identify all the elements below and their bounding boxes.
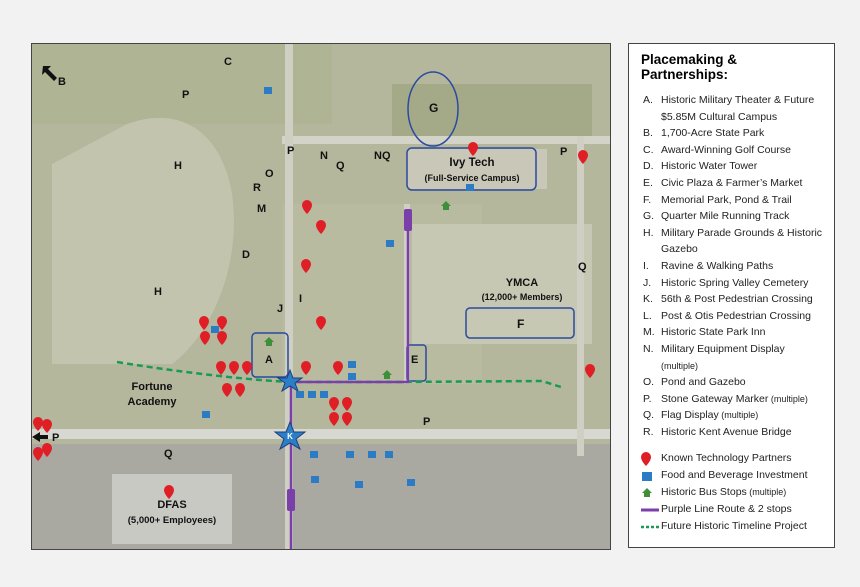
legend-item-letter: O.: [643, 376, 655, 389]
legend-title: Placemaking & Partnerships:: [641, 52, 738, 82]
legend-item: [641, 208, 824, 225]
legend-item-text: [661, 324, 765, 341]
food-building-icon: [641, 470, 661, 482]
map-label-p: P: [182, 89, 190, 101]
map-label-q: Q: [578, 261, 587, 273]
food-building-icon: [385, 451, 393, 458]
legend-item-label: Stone Gateway Marker: [661, 392, 769, 405]
aerial-map[interactable]: [31, 43, 611, 550]
food-building-icon: [310, 451, 318, 458]
legend-item-text: [661, 308, 811, 325]
legend-item-note: (multiple): [661, 360, 699, 371]
legend-item: [641, 424, 824, 441]
purple-line-icon: [641, 506, 661, 514]
legend-list: [641, 92, 824, 440]
food-building-icon: [368, 451, 376, 458]
ymca-sublabel: (12,000+ Members): [481, 292, 563, 302]
legend-item-letter: D.: [643, 160, 654, 173]
map-label-p: P: [287, 145, 295, 157]
legend-item-label: Award-Winning Golf Course: [661, 143, 791, 156]
legend-key-note: (multiple): [746, 487, 787, 498]
legend-item-label: Historic Spring Valley Cemetery: [661, 276, 809, 289]
map-label-m: M: [257, 203, 267, 215]
legend-item: [641, 92, 824, 125]
food-building-icon: [308, 391, 316, 398]
legend-item-letter: C.: [643, 143, 654, 156]
purple-line-stop[interactable]: [404, 209, 412, 231]
dashed-line-icon: [641, 523, 661, 531]
legend-key-label: Known Technology Partners: [661, 452, 792, 465]
legend-item-letter: M.: [643, 326, 655, 339]
food-building-icon: [346, 451, 354, 458]
legend-item: [641, 142, 824, 159]
map-label-c: C: [224, 56, 232, 68]
food-building-icon: [296, 391, 304, 398]
legend-key-row: [641, 450, 824, 467]
legend-item: [641, 225, 824, 258]
legend-key-row: [641, 484, 824, 501]
legend-item-text: [661, 291, 813, 308]
map-label-f: F: [517, 317, 525, 331]
food-building-icon: [202, 411, 210, 418]
legend-item-letter: B.: [643, 127, 653, 140]
dfas-label: DFAS: [157, 499, 187, 511]
ivy-tech-building: [407, 149, 547, 189]
legend-item-label: Historic State Park Inn: [661, 326, 766, 339]
food-building-icon: [466, 184, 474, 191]
fortune-academy-label-1: Fortune: [131, 381, 173, 393]
road-east: [577, 136, 584, 456]
legend-item-text: [661, 275, 808, 292]
legend-key-row: [641, 467, 824, 484]
legend-item-letter: H.: [643, 226, 654, 239]
legend-item-label: 1,700-Acre State Park: [661, 127, 765, 140]
legend-item-label: Historic Military Theater & Future $5.85M Cultural Campus: [661, 94, 815, 123]
road-56th: [32, 429, 610, 439]
legend-item: [641, 192, 824, 209]
legend-item-label: Post & Otis Pedestrian Crossing: [661, 309, 811, 322]
legend-item-label: Memorial Park, Pond & Trail: [661, 193, 792, 206]
legend-item-label: Military Equipment Display: [661, 342, 785, 355]
ivy-tech-sublabel: (Full-Service Campus): [424, 173, 520, 183]
legend-item-label: Flag Display: [661, 409, 719, 422]
food-building-icon: [386, 240, 394, 247]
legend-item-letter: E.: [643, 176, 653, 189]
map-label-j: J: [277, 303, 284, 315]
purple-line-stop[interactable]: [287, 489, 295, 511]
legend-item-letter: G.: [643, 210, 655, 223]
legend-key-text: [661, 450, 792, 467]
legend-item-letter: R.: [643, 425, 654, 438]
legend-item-text: [661, 125, 764, 142]
food-building-icon: [355, 481, 363, 488]
legend-item-note: (multiple): [718, 410, 759, 421]
pin-icon: [641, 452, 661, 466]
legend-item-text: [661, 407, 758, 424]
star-letter: K: [287, 432, 293, 441]
legend-item-text: [661, 424, 792, 441]
map-label-p: P: [560, 146, 568, 158]
legend-item: [641, 391, 824, 408]
legend-item-label: Quarter Mile Running Track: [661, 210, 790, 223]
food-building-icon: [348, 361, 356, 368]
legend-item-label: Pond and Gazebo: [661, 376, 746, 389]
legend-key-text: [661, 484, 786, 501]
legend-item-text: [661, 208, 789, 225]
legend-item-label: Historic Kent Avenue Bridge: [661, 425, 792, 438]
bus-stop-house-icon: [641, 487, 661, 499]
map-label-n: N: [320, 150, 328, 162]
map-label-i: I: [299, 293, 303, 305]
map-label-p: P: [423, 416, 431, 428]
food-building-icon: [264, 87, 272, 94]
legend-item: [641, 258, 824, 275]
map-label-h: H: [174, 160, 182, 172]
map-label-g: G: [429, 101, 439, 115]
legend-key-label: Historic Bus Stops: [661, 486, 747, 499]
legend-item-letter: N.: [643, 342, 654, 355]
legend-item: [641, 374, 824, 391]
legend-item-label: 56th & Post Pedestrian Crossing: [661, 293, 813, 306]
map-label-h: H: [154, 286, 162, 298]
legend-item-letter: I.: [643, 259, 649, 272]
legend-item-label: Civic Plaza & Farmer’s Market: [661, 176, 803, 189]
legend-key-label: Food and Beverage Investment: [661, 469, 808, 482]
legend-item-letter: L.: [643, 309, 652, 322]
map-label-e: E: [411, 354, 419, 366]
food-building-icon: [311, 476, 319, 483]
legend-item-label: Ravine & Walking Paths: [661, 259, 774, 272]
legend-key-text: [661, 467, 808, 484]
map-label-q: Q: [336, 160, 345, 172]
legend-item: [641, 308, 824, 325]
dfas-sublabel: (5,000+ Employees): [127, 515, 217, 526]
legend-item-label: Historic Water Tower: [661, 160, 758, 173]
legend-item-text: [661, 391, 808, 408]
legend-item-letter: F.: [643, 193, 652, 206]
food-building-icon: [407, 479, 415, 486]
map-label-q: Q: [164, 448, 173, 460]
legend-item-label: Military Parade Grounds & Historic Gazebo: [661, 226, 823, 256]
legend-item: [641, 175, 824, 192]
legend-item-letter: A.: [643, 94, 653, 106]
ivy-tech-label: Ivy Tech: [449, 157, 495, 169]
legend-panel: [628, 43, 835, 548]
fortune-academy-label-2: Academy: [127, 396, 177, 408]
woods-area: [392, 84, 592, 144]
food-building-icon: [348, 373, 356, 380]
legend-item: [641, 125, 824, 142]
legend-item-text: [661, 225, 824, 258]
legend-item-text: [661, 92, 824, 125]
ymca-label: YMCA: [505, 277, 539, 289]
legend-item-letter: J.: [643, 276, 652, 289]
map-label-d: D: [242, 249, 250, 261]
legend-item: [641, 275, 824, 292]
legend-item: [641, 291, 824, 308]
legend-item-text: [661, 374, 746, 391]
legend-item-letter: Q.: [643, 409, 655, 422]
map-label-a: A: [265, 354, 273, 366]
legend-item-text: [661, 192, 792, 209]
legend-key: [641, 450, 824, 535]
legend-key-label: Purple Line Route & 2 stops: [661, 503, 792, 516]
legend-item: [641, 158, 824, 175]
map-label-b: B: [58, 76, 66, 88]
legend-key-row: [641, 518, 824, 535]
legend-item-text: [661, 142, 791, 159]
food-building-icon: [320, 391, 328, 398]
legend-item-text: [661, 258, 773, 275]
legend-item-text: [661, 158, 757, 175]
food-building-icon: [211, 326, 219, 333]
legend-key-row: [641, 501, 824, 518]
legend-item-text: [661, 341, 824, 374]
map-label-p: P: [52, 432, 60, 444]
map-label-nq: NQ: [374, 150, 391, 162]
legend-item-note: (multiple): [768, 393, 808, 404]
legend-key-text: [661, 501, 792, 518]
legend-item-letter: K.: [643, 293, 653, 306]
legend-item: [641, 324, 824, 341]
legend-item-letter: P.: [643, 392, 652, 405]
legend-item: [641, 407, 824, 424]
legend-key-text: [661, 518, 807, 535]
legend-key-label: Future Historic Timeline Project: [661, 520, 807, 533]
legend-item: [641, 341, 824, 374]
legend-item-text: [661, 175, 802, 192]
map-label-o: O: [265, 168, 274, 180]
map-label-r: R: [253, 182, 261, 194]
